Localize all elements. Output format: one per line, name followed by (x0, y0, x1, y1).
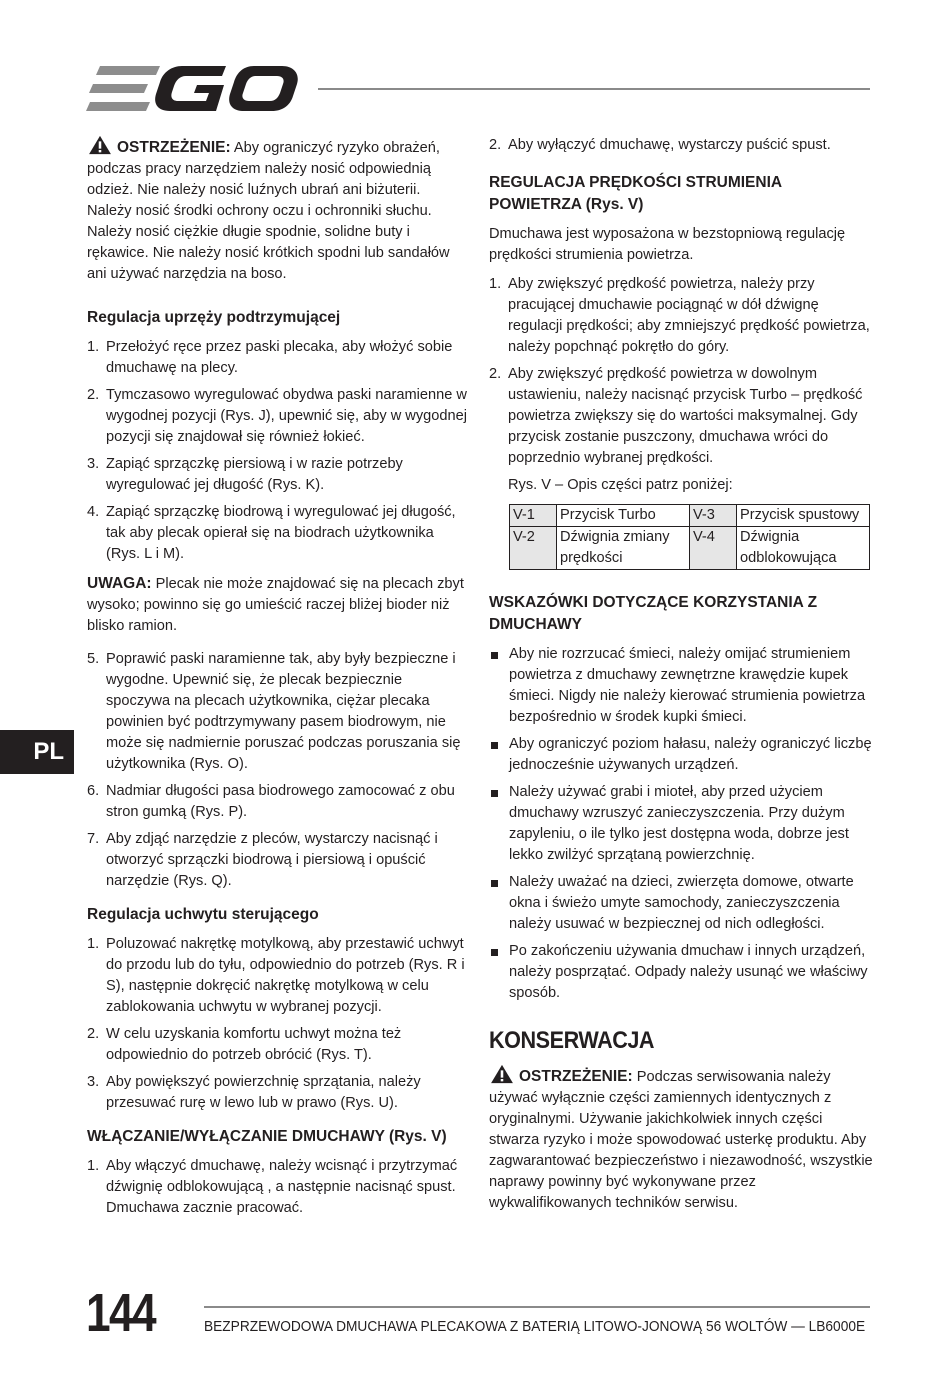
step-text: Poprawić paski naramienne tak, aby były bezpieczne i wygodne. Upewnić się, że plecak bezpiecznie spoczywa na plecach użytkownika, ciężar plecaka powinien być podtrzymywany pasem biodrowym, nie może się nadmiernie poruszać podczas poruszania się użytkownika (Rys. O). (106, 651, 461, 772)
list-item (87, 649, 467, 775)
step-text: Zapiąć sprzączkę piersiową i w razie potrzeby wyregulować jej długość (Rys. K). (106, 456, 403, 493)
note-paragraph (87, 573, 467, 637)
handle-heading: Regulacja uchwytu sterującego (87, 906, 319, 923)
warning-triangle-icon (489, 1064, 515, 1084)
step-number: 5. (87, 651, 100, 667)
tips-heading: WSKAZÓWKI DOTYCZĄCE KORZYSTANIA Z DMUCHAWY (489, 594, 818, 633)
part-name: Przycisk spustowy (737, 505, 870, 527)
part-name: Dźwignia odblokowująca (737, 527, 870, 570)
step-number: 2. (489, 366, 502, 382)
step-number: 7. (87, 831, 100, 847)
part-name: Przycisk Turbo (557, 505, 690, 527)
step-number: 1. (489, 276, 502, 292)
list-item (489, 135, 873, 156)
list-item (87, 385, 467, 448)
part-code: V-1 (510, 505, 557, 527)
step-text: Nadmiar długości pasa biodrowego zamocować z obu stron gumką (Rys. P). (106, 783, 455, 820)
list-item: Należy uważać na dzieci, zwierzęta domowe, otwarte okna i świeżo umyte samochody, zanieczyszczenia należy usuwać w bezpiecznej od nich odległości. (489, 872, 873, 935)
step-text: Poluzować nakrętkę motylkową, aby przestawić uchwyt do przodu lub do tyłu, odpowiednio do potrzeb (Rys. R i S), następnie dokręcić nakrętkę motylkową w celu zablokowania uchwytu w wybranej pozycji. (106, 936, 465, 1015)
list-item (87, 1024, 467, 1066)
onoff-steps-continued (489, 135, 873, 156)
part-code: V-2 (510, 527, 557, 570)
speed-intro: Dmuchawa jest wyposażona w bezstopniową regulację prędkości strumienia powietrza. (489, 226, 846, 263)
part-code: V-4 (690, 527, 737, 570)
step-text: W celu uzyskania komfortu uchwyt można też odpowiednio do potrzeb obrócić (Rys. T). (106, 1026, 402, 1063)
list-item (87, 502, 467, 565)
footer-title: BEZPRZEWODOWA DMUCHAWA PLECAKOWA Z BATERIĄ LITOWO-JONOWĄ 56 WOLTÓW — LB6000E (204, 1319, 866, 1335)
list-item (489, 274, 873, 358)
speed-heading: REGULACJA PRĘDKOŚCI STRUMIENIA POWIETRZA (Rys. V) (489, 174, 782, 213)
step-text: Aby zwiększyć prędkość powietrza w dowolnym ustawieniu, należy nacisnąć przycisk Turbo – prędkość powietrza zwiększy się do wartości maksymalnej. Gdy przycisk zostanie puszczony, dmuchawa wróci do poprzednio wybranej prędkości. (508, 366, 863, 466)
header-rule (318, 88, 870, 90)
list-item: Należy używać grabi i mioteł, aby przed użyciem dmuchawy wzruszyć zanieczyszczenia. Przy dużym zapyleniu, o ile tylko jest dostępna woda, dobrze jest lekko zwilżyć sprzątaną powierzchnię. (489, 782, 873, 866)
onoff-heading: WŁĄCZANIE/WYŁĄCZANIE DMUCHAWY (Rys. V) (87, 1128, 447, 1145)
warning-text: Podczas serwisowania należy używać wyłącznie części zamiennych identycznych z oryginalnymi. Używanie jakichkolwiek innych części stwarza ryzyko i może spowodować usterkę produktu. Aby zagwarantować bezpieczeństwo i niezawodność, wszystkie naprawy powinny być wykonywane przez wykwalifikowanych techników serwisu. (489, 1069, 873, 1211)
step-text: Aby zwiększyć prędkość powietrza, należy przy pracującej dmuchawie pociągnąć w dół dźwignę regulacji prędkości; aby zmniejszyć prędkość powietrza, należy popchnąć pokrętło do góry. (508, 276, 870, 355)
right-column (489, 135, 873, 1214)
figure-caption: Rys. V – Opis części patrz poniżej: (508, 477, 733, 493)
maintenance-heading: KONSERWACJA (489, 1027, 655, 1054)
step-text: Zapiąć sprzączkę biodrową i wyregulować jej długość, tak aby plecak opierał się na biodrach użytkownika (Rys. L i M). (106, 504, 456, 562)
step-number: 3. (87, 456, 100, 472)
warning-triangle-icon (87, 135, 113, 155)
left-column (87, 135, 467, 1225)
handle-steps (87, 934, 467, 1114)
step-number: 6. (87, 783, 100, 799)
step-text: Tymczasowo wyregulować obydwa paski naramienne w wygodnej pozycji (Rys. J), upewnić się, aby w wygodnej pozycji się znajdował się również łokieć. (106, 387, 467, 445)
step-text: Aby powiększyć powierzchnię sprzątania, należy przesuwać rurę w lewo lub w prawo (Rys. U). (106, 1074, 421, 1111)
list-item: Aby nie rozrzucać śmieci, należy omijać strumieniem powietrza z dmuchawy zewnętrzne krawędzie kupek śmieci. Nigdy nie należy kierować strumienia powietrza bezpośrednio w środek kupki śmieci. (489, 644, 873, 728)
step-text: Aby włączyć dmuchawę, należy wcisnąć i przytrzymać dźwignię odblokowującą , a następnie nacisnąć spust. Dmuchawa zacznie pracować. (106, 1158, 458, 1216)
harness-heading: Regulacja uprzęży podtrzymującej (87, 309, 341, 326)
part-code: V-3 (690, 505, 737, 527)
ego-logo (86, 66, 298, 112)
harness-steps-b (87, 649, 467, 892)
list-item (87, 1156, 467, 1219)
step-number: 1. (87, 936, 100, 952)
warning-text: Aby ograniczyć ryzyko obrażeń, podczas pracy narzędziem należy nosić odpowiednią odzież. Nie należy nosić luźnych ubrań ani biżuterii. Należy nosić środki ochrony oczu i ochronniki słuchu. Należy nosić ciężkie długie spodnie, solidne buty i rękawice. Nie należy nosić krótkich spodni lub sandałów ani używać narzędzia na boso. (87, 140, 450, 282)
parts-table (509, 504, 870, 570)
step-number: 4. (87, 504, 100, 520)
onoff-steps (87, 1156, 467, 1219)
note-label: UWAGA: (87, 575, 152, 592)
harness-steps-a (87, 337, 467, 565)
maintenance-warning (489, 1064, 873, 1214)
list-item: Aby ograniczyć poziom hałasu, należy ograniczyć liczbę jednocześnie używanych urządzeń. (489, 734, 873, 776)
list-item (87, 454, 467, 496)
step-text: Aby zdjąć narzędzie z pleców, wystarczy nacisnąć i otworzyć sprzączki biodrową i piersiową i opuścić narzędzie (Rys. Q). (106, 831, 438, 889)
step-text: Przełożyć ręce przez paski plecaka, aby włożyć sobie dmuchawę na plecy. (106, 339, 453, 376)
step-number: 3. (87, 1074, 100, 1090)
list-item: Po zakończeniu używania dmuchaw i innych urządzeń, należy posprzątać. Odpady należy usunąć we właściwy sposób. (489, 941, 873, 1004)
tips-list (489, 644, 873, 1004)
step-number: 1. (87, 339, 100, 355)
list-item (87, 781, 467, 823)
footer-rule (204, 1306, 870, 1308)
list-item (489, 364, 873, 469)
language-tab: PL (0, 730, 74, 774)
list-item (87, 337, 467, 379)
note-text: Plecak nie może znajdować się na plecach zbyt wysoko; powinno się go umieścić raczej bliżej bioder niż blisko ramion. (87, 576, 464, 634)
step-number: 1. (87, 1158, 100, 1174)
speed-steps (489, 274, 873, 469)
page-number: 144 (86, 1283, 155, 1343)
list-item (87, 829, 467, 892)
warning-paragraph (87, 135, 467, 285)
step-number: 2. (87, 387, 100, 403)
table-row (510, 505, 870, 527)
warning-label: OSTRZEŻENIE: (117, 139, 231, 156)
list-item (87, 1072, 467, 1114)
list-item (87, 934, 467, 1018)
part-name: Dźwignia zmiany prędkości (557, 527, 690, 570)
warning-label: OSTRZEŻENIE: (519, 1068, 633, 1085)
table-row (510, 527, 870, 570)
step-number: 2. (489, 137, 502, 153)
step-number: 2. (87, 1026, 100, 1042)
step-text: Aby wyłączyć dmuchawę, wystarczy puścić spust. (508, 137, 831, 153)
